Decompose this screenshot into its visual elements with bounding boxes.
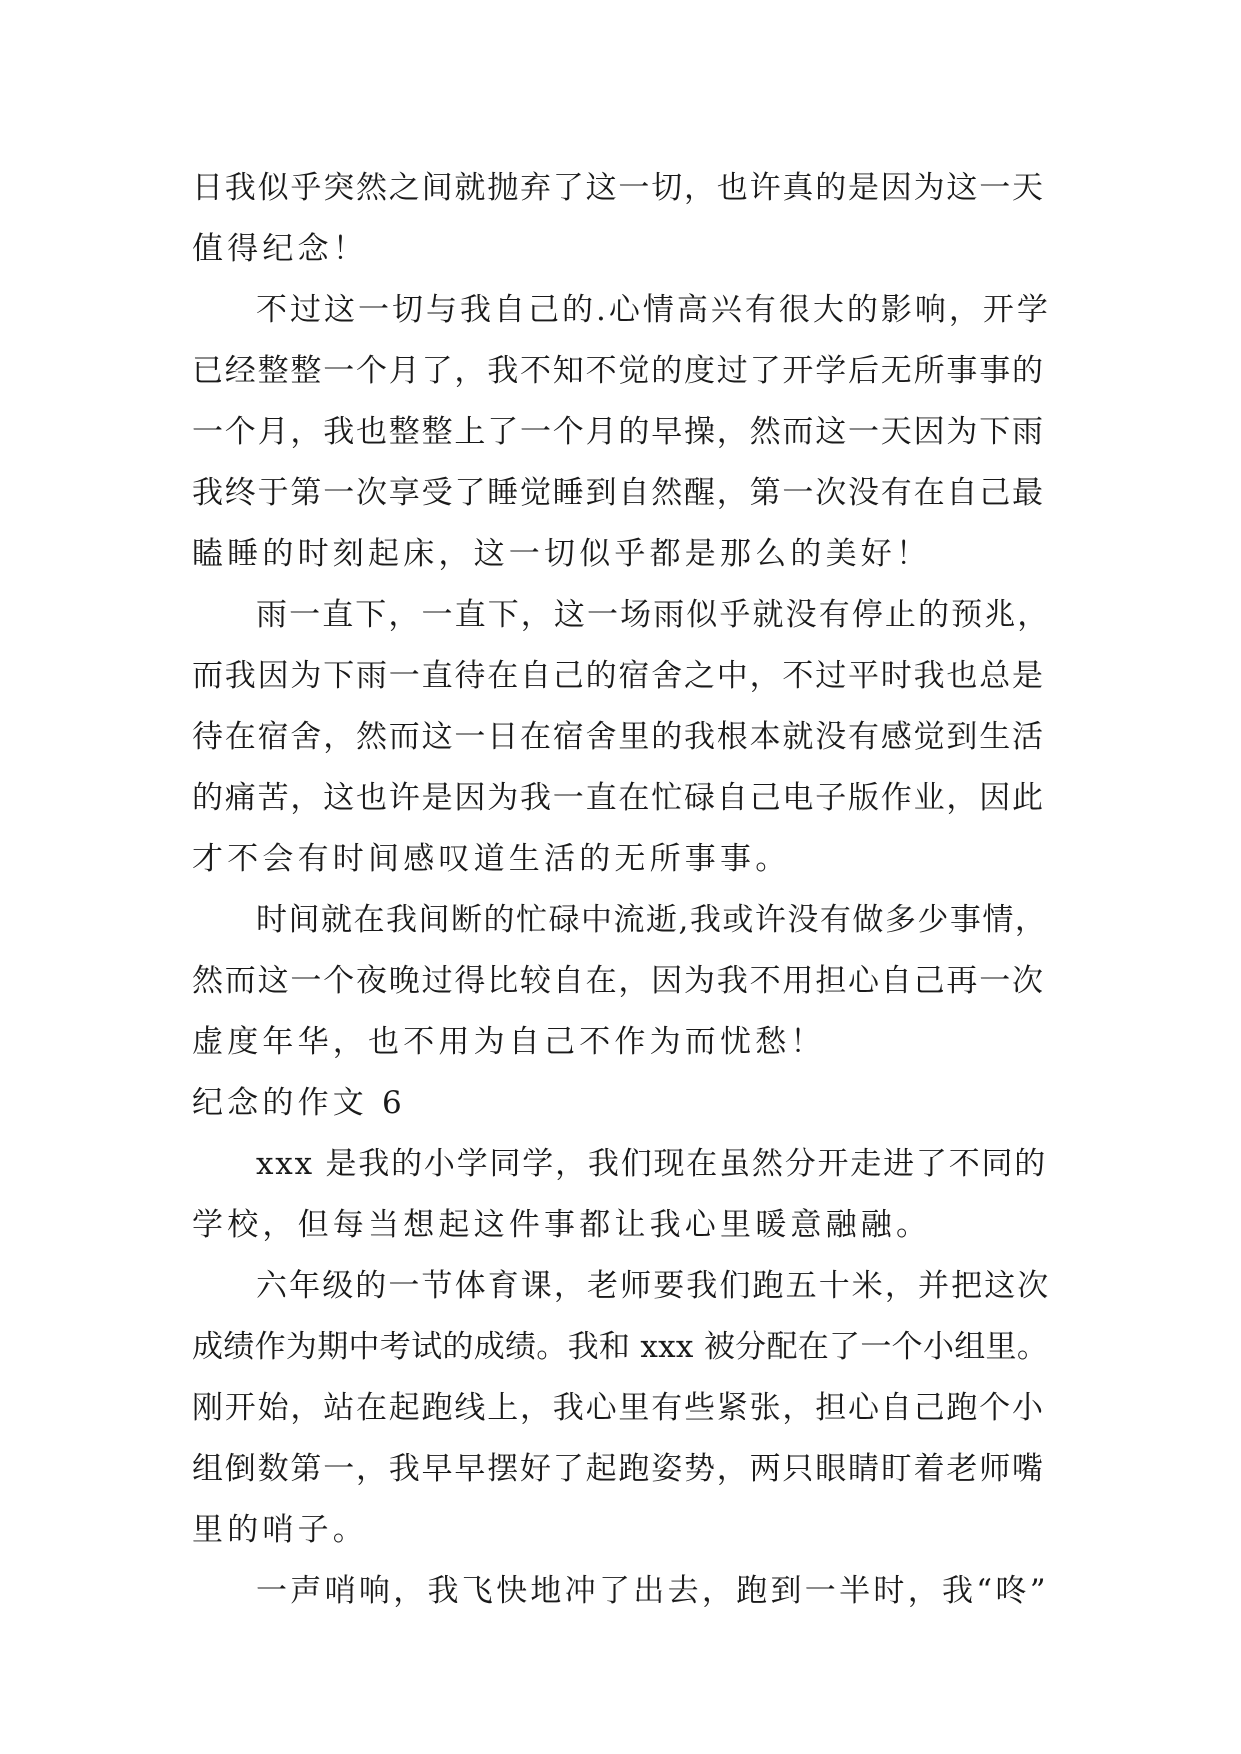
text-line: 的痛苦，这也许是因为我一直在忙碌自己电子版作业，因此 — [192, 780, 1045, 816]
text-line: 值得纪念！ — [192, 231, 368, 267]
text-line: 才不会有时间感叹道生活的无所事事。 — [192, 841, 791, 877]
text-line: 一声哨响，我飞快地冲了出去，跑到一半时，我“咚” — [256, 1573, 1049, 1609]
text-line: 雨一直下，一直下，这一场雨似乎就没有停止的预兆， — [256, 597, 1051, 633]
text-line: 六年级的一节体育课，老师要我们跑五十米，并把这次 — [256, 1268, 1051, 1304]
text-line: 刚开始，站在起跑线上，我心里有些紧张，担心自己跑个小 — [192, 1390, 1045, 1426]
text-line: xxx 是我的小学同学，我们现在虽然分开走进了不同的 — [256, 1146, 1048, 1182]
text-line: 时间就在我间断的忙碌中流逝,我或许没有做多少事情， — [256, 902, 1048, 938]
text-line: 待在宿舍，然而这一日在宿舍里的我根本就没有感觉到生活 — [192, 719, 1045, 755]
text-line: 我终于第一次享受了睡觉睡到自然醒，第一次没有在自己最 — [192, 475, 1045, 511]
text-line: 虚度年华，也不用为自己不作为而忧愁！ — [192, 1024, 826, 1060]
text-line: 组倒数第一，我早早摆好了起跑姿势，两只眼睛盯着老师嘴 — [192, 1451, 1045, 1487]
text-line: 已经整整一个月了，我不知不觉的度过了开学后无所事事的 — [192, 353, 1045, 389]
text-line: 学校，但每当想起这件事都让我心里暖意融融。 — [192, 1207, 932, 1243]
text-line: 里的哨子。 — [192, 1512, 368, 1548]
text-line: 而我因为下雨一直待在自己的宿舍之中，不过平时我也总是 — [192, 658, 1045, 694]
section-heading: 纪念的作文 6 — [192, 1085, 406, 1121]
text-line: 成绩作为期中考试的成绩。我和 xxx 被分配在了一个小组里。 — [192, 1329, 1049, 1365]
text-line: 日我似乎突然之间就抛弃了这一切，也许真的是因为这一天 — [192, 170, 1045, 206]
text-line: 一个月，我也整整上了一个月的早操，然而这一天因为下雨 — [192, 414, 1045, 450]
text-line: 不过这一切与我自己的.心情高兴有很大的影响，开学 — [256, 292, 1051, 328]
text-line: 然而这一个夜晚过得比较自在，因为我不用担心自己再一次 — [192, 963, 1045, 999]
document-page — [192, 158, 1052, 1622]
text-line: 瞌睡的时刻起床，这一切似乎都是那么的美好！ — [192, 536, 932, 572]
